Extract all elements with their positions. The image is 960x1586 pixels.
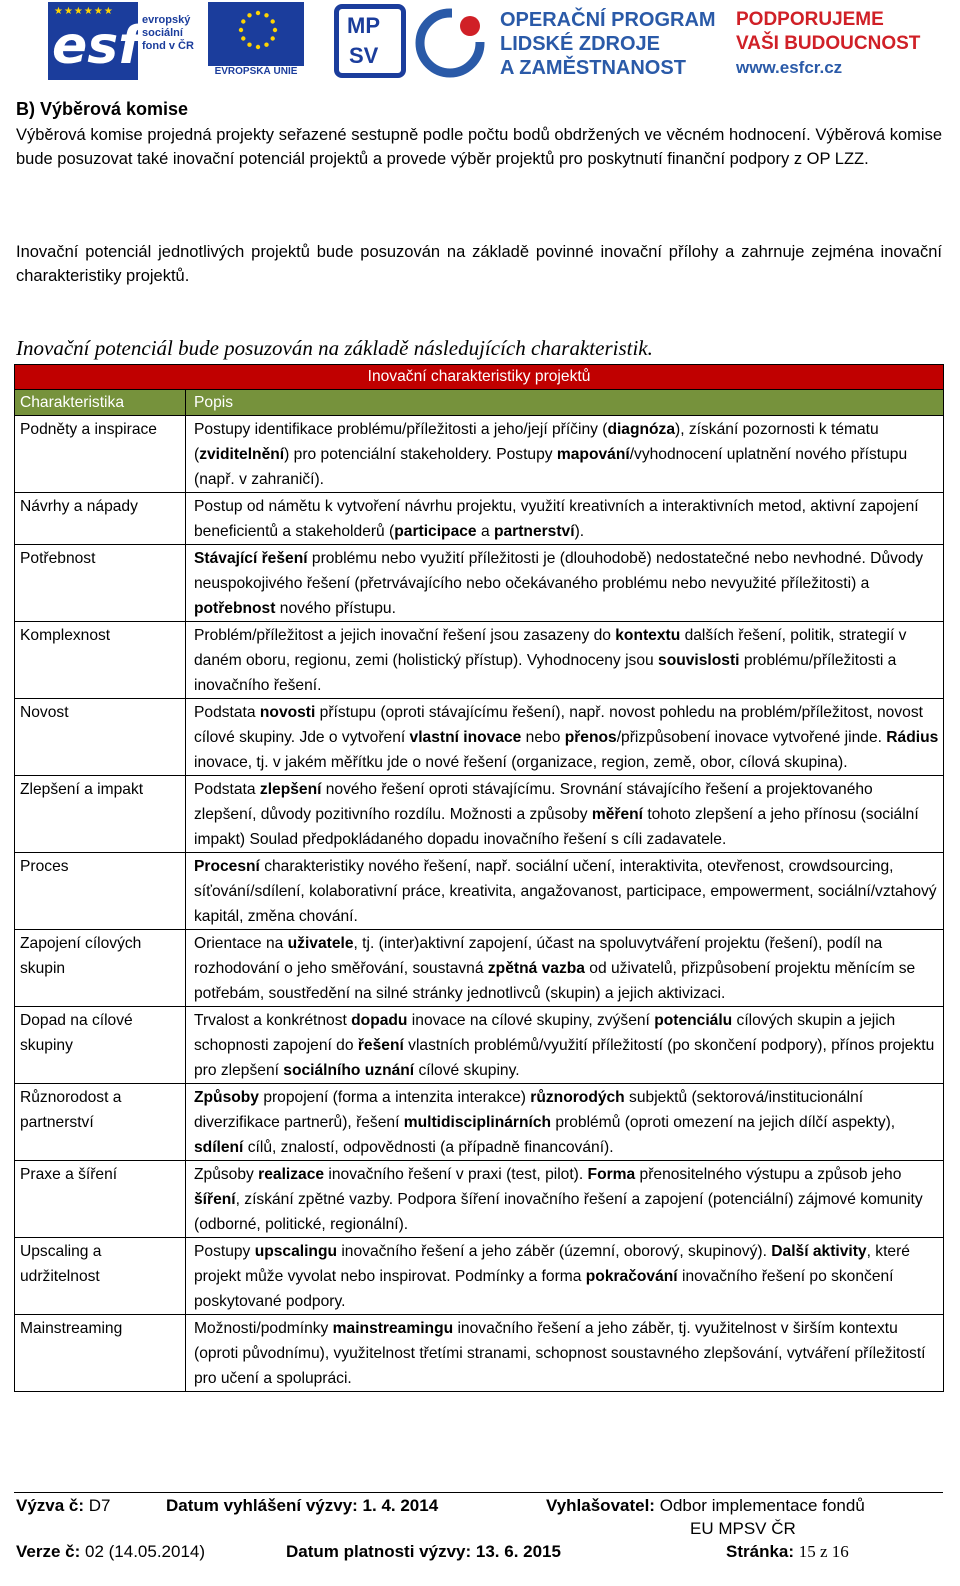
characteristic-description: Podstata novosti přístupu (oproti stávajícímu řešení), např. novost pohledu na problém/příležitost, novost cílové skupiny. Jde o vytvoření vlastní inovace nebo přenos/přizpůsobení inovace vytvořené jinde. Rádius inovace, tj. v jakém měřítku jde o nové řešení (organizace, region, země, obor, cílová skupina). [186, 699, 944, 776]
esf-subtitle [142, 14, 194, 53]
footer-announce-value: 1. 4. 2014 [362, 1496, 439, 1515]
characteristic-description: Postupy upscalingu inovačního řešení a jeho záběr (územní, oborový, skupinový). Další aktivity, které projekt může vyvolat nebo inspirovat. Podmínky a forma pokračování inovačního řešení po skončení poskytované podpory. [186, 1238, 944, 1315]
table-header-row [15, 390, 944, 416]
characteristic-description: Postupy identifikace problému/příležitosti a jeho/její příčiny (diagnóza), získání pozornosti k tématu (zviditelnění) pro potenciální stakeholdery. Postupy mapování/vyhodnocení uplatnění nového přístupu (např. v zahraničí). [186, 416, 944, 493]
footer-validity-value: 13. 6. 2015 [475, 1542, 561, 1561]
column-header-description: Popis [186, 390, 944, 416]
op-lzz-text [500, 8, 716, 80]
op-lzz-logo-icon [412, 6, 488, 80]
footer-issuer-label: Vyhlašovatel: [546, 1496, 655, 1515]
characteristic-description: Postup od námětu k vytvoření návrhu projektu, využití kreativních a interaktivních metod, aktivní zapojení beneficientů a stakeholderů (participace a partnerství). [186, 493, 944, 545]
esf-logo [48, 2, 141, 80]
characteristic-name: Komplexnost [15, 622, 186, 699]
characteristic-name: Praxe a šíření [15, 1161, 186, 1238]
logo-bar [0, 0, 960, 88]
table-row [15, 622, 944, 699]
table-intro: Inovační potenciál bude posuzován na základě následujících charakteristik. [16, 336, 653, 360]
characteristic-name: Zlepšení a impakt [15, 776, 186, 853]
characteristic-name: Novost [15, 699, 186, 776]
characteristic-name: Podněty a inspirace [15, 416, 186, 493]
characteristic-description: Procesní charakteristiky nového řešení, např. sociální učení, interaktivita, otevřenost, crowdsourcing, síťování/sdílení, kolaborativní práce, kreativita, angažovanost, participace, empowerment, sociální/vztahový kapitál, změna chování. [186, 853, 944, 930]
characteristic-name: Upscaling a udržitelnost [15, 1238, 186, 1315]
support-url: www.esfcr.cz [736, 58, 843, 77]
table-title-row [15, 365, 944, 390]
table-row [15, 853, 944, 930]
table-body [15, 365, 944, 1392]
mpsv-logo-top: MP [347, 13, 380, 38]
support-line: PODPORUJEME [736, 9, 884, 30]
footer-issuer-value: Odbor implementace fondů [659, 1496, 865, 1515]
characteristic-description: Stávající řešení problému nebo využití příležitosti je (dlouhodobě) nedostatečné nebo nevhodné. Důvody neuspokojivého řešení (přetrvávajícího nebo očekávaného problému nebo nevyužité příležitosti) a potřebnost nového přístupu. [186, 545, 944, 622]
op-lzz-line: LIDSKÉ ZDROJE [500, 33, 661, 55]
footer-call [16, 1495, 111, 1517]
mpsv-logo [334, 4, 406, 78]
characteristic-description: Způsoby realizace inovačního řešení v praxi (test, pilot). Forma přenositelného výstupu a způsob jeho šíření, získání zpětné vazby. Podpora šíření inovačního řešení a zapojení (potenciální) zájmové komunity (odborné, politické, regionální). [186, 1161, 944, 1238]
characteristic-description: Podstata zlepšení nového řešení oproti stávajícímu. Srovnání stávajícího řešení a projektovaného zlepšení, důvody pozitivního rozdílu. Možnosti a způsoby měření tohoto zlepšení a jeho přínosu (sociální impakt) Soulad předpokládaného dopadu inovačního řešení s cíli zadavatele. [186, 776, 944, 853]
mpsv-logo-bottom: SV [349, 43, 379, 68]
footer-call-value: D7 [88, 1496, 111, 1515]
table-row [15, 1315, 944, 1392]
page-footer [14, 1492, 943, 1561]
characteristic-description: Možnosti/podmínky mainstreamingu inovačního řešení a jeho záběr, tj. využitelnost v širším kontextu (oproti původnímu), využitelnost třetími stranami, schopnost soustavného zlepšování, vytváření příležitostí pro učení a spolupráci. [186, 1315, 944, 1392]
footer-validity-label: Datum platnosti výzvy: [286, 1542, 472, 1561]
eu-flag-icon [208, 2, 304, 66]
table-row [15, 416, 944, 493]
table-row [15, 545, 944, 622]
table-row [15, 776, 944, 853]
paragraph-selection-committee: Výběrová komise projedná projekty seřazené sestupně podle počtu bodů obdržených ve věcném hodnocení. Výběrová komise bude posuzovat také inovační potenciál projektů a provede výběr projektů pro poskytnutí finanční podpory z OP LZZ. [16, 126, 942, 168]
characteristic-name: Mainstreaming [15, 1315, 186, 1392]
esf-subtitle-line: fond v ČR [142, 40, 194, 52]
footer-announce-label: Datum vyhlášení výzvy: [166, 1496, 358, 1515]
table-row [15, 699, 944, 776]
footer-call-label: Výzva č: [16, 1496, 85, 1515]
characteristic-name: Potřebnost [15, 545, 186, 622]
support-line: VAŠI BUDOUCNOST [736, 33, 921, 54]
table-title: Inovační charakteristiky projektů [15, 365, 944, 390]
footer-announce [166, 1495, 438, 1517]
eu-stars-icon: ★★★★★★ [54, 6, 114, 17]
characteristic-name: Zapojení cílových skupin [15, 930, 186, 1007]
characteristic-name: Proces [15, 853, 186, 930]
footer-page [726, 1541, 849, 1563]
paragraph-innovation-potential: Inovační potenciál jednotlivých projektů bude posuzován na základě povinné inovační přílohy a zahrnuje zejména inovační charakteristiky projektů. [16, 243, 942, 285]
esf-subtitle-line: sociální [142, 27, 183, 39]
section-heading: B) Výběrová komise [16, 99, 189, 119]
characteristic-name: Různorodost a partnerství [15, 1084, 186, 1161]
op-lzz-line: A ZAMĚSTNANOST [500, 57, 686, 79]
footer-version-value: 02 (14.05.2014) [85, 1542, 206, 1561]
esf-logo-text: esf [52, 16, 141, 76]
characteristic-name: Dopad na cílové skupiny [15, 1007, 186, 1084]
characteristic-description: Orientace na uživatele, tj. (inter)aktivní zapojení, účast na spoluvytváření projektu (řešení), podíl na rozhodování o jeho směřování, soustavná zpětná vazba od uživatelů, přizpůsobení projektu měnícím se potřebám, soustředění na silné stránky jednotlivců (skupin) a jejich aktivizaci. [186, 930, 944, 1007]
characteristic-description: Způsoby propojení (forma a intenzita interakce) různorodých subjektů (sektorová/institucionální diverzifikace partnerů), řešení multidisciplinárních problémů (oproti omezení na jejich dílčí aspekty), sdílení cílů, znalostí, odpovědnosti (a případně financování). [186, 1084, 944, 1161]
esf-subtitle-line: evropský [142, 14, 191, 26]
column-header-characteristic: Charakteristika [15, 390, 186, 416]
innovation-characteristics-table [14, 364, 944, 1392]
footer-validity [286, 1541, 561, 1563]
op-lzz-line: OPERAČNÍ PROGRAM [500, 9, 716, 31]
footer-version [16, 1541, 205, 1563]
table-row [15, 930, 944, 1007]
footer-issuer-line2: EU MPSV ČR [690, 1519, 796, 1538]
eu-caption: EVROPSKÁ UNIE [214, 66, 298, 77]
table-row [15, 1084, 944, 1161]
table-row [15, 1238, 944, 1315]
characteristic-name: Návrhy a nápady [15, 493, 186, 545]
table-row [15, 493, 944, 545]
footer-version-label: Verze č: [16, 1542, 81, 1561]
footer-page-label: Stránka: [726, 1542, 795, 1561]
characteristic-description: Problém/příležitost a jejich inovační řešení jsou zasazeny do kontextu dalších řešení, politik, strategií v daném oboru, regionu, zemi (holistický přístup). Vyhodnoceny jsou souvislosti problému/příležitosti a inovačního řešení. [186, 622, 944, 699]
support-slogan [736, 8, 920, 80]
eu-star-ring-icon [238, 10, 278, 50]
footer-issuer [546, 1495, 865, 1517]
footer-page-value: 15 z 16 [798, 1542, 849, 1561]
table-row [15, 1007, 944, 1084]
characteristic-description: Trvalost a konkrétnost dopadu inovace na cílové skupiny, zvýšení potenciálu cílových skupin a jejich schopnosti zapojení do řešení vlastních problémů/využití příležitostí (po skončení podpory), přínos projektu pro zlepšení sociálního uznání cílové skupiny. [186, 1007, 944, 1084]
table-row [15, 1161, 944, 1238]
